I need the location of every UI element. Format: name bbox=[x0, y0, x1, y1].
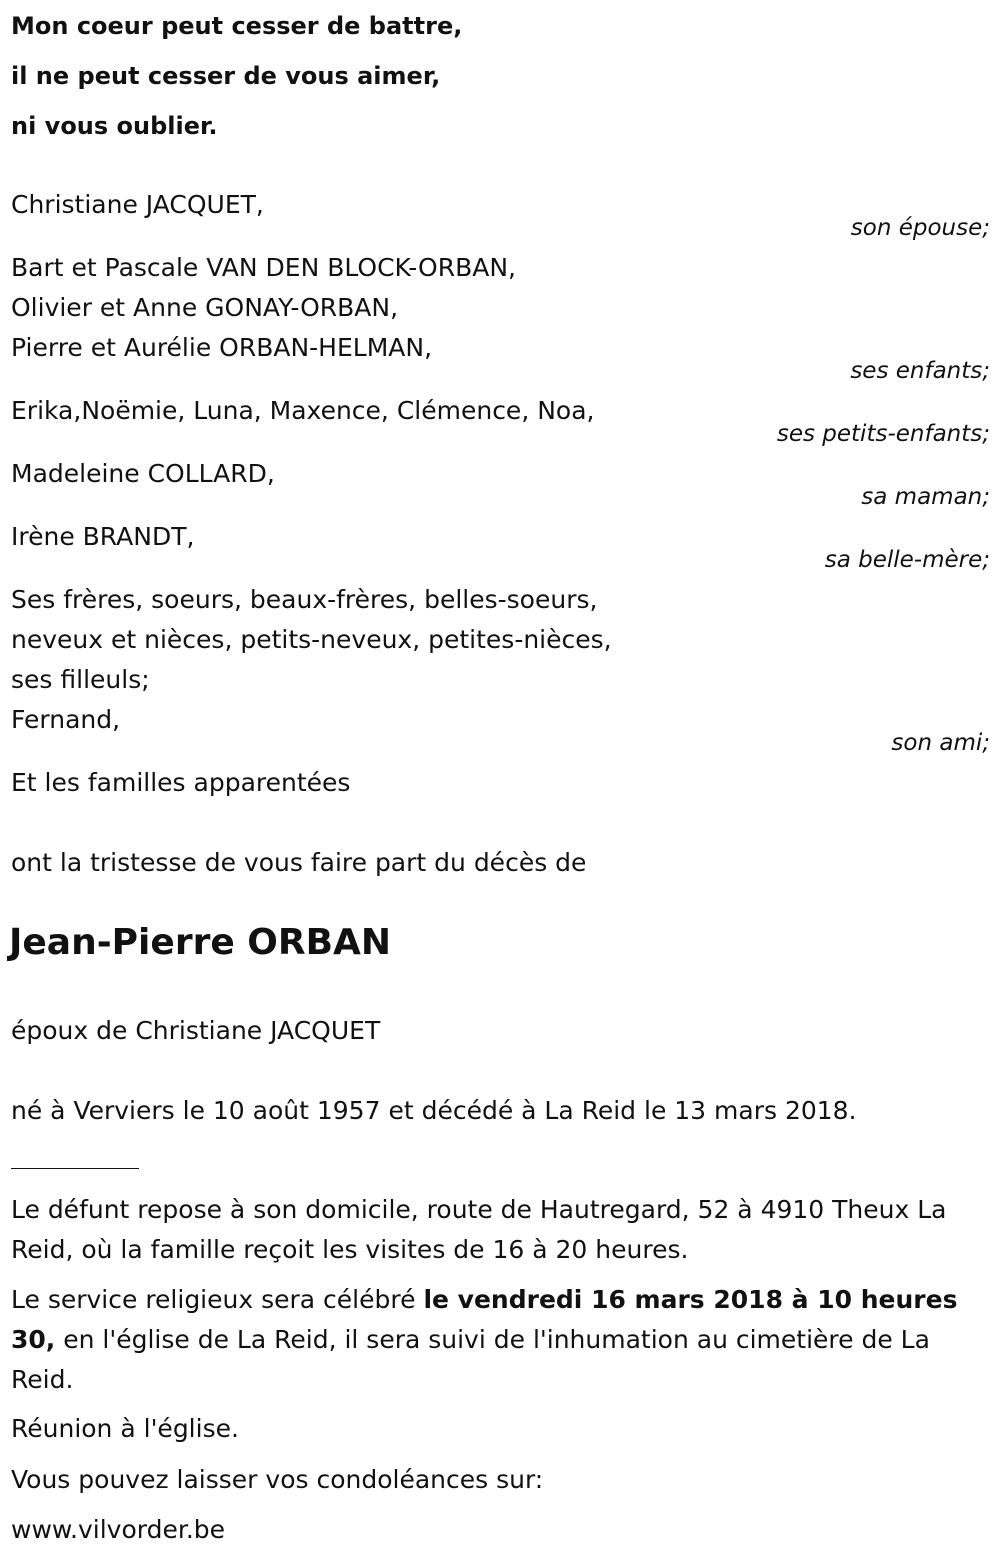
meeting-line: Réunion à l'église. bbox=[11, 1414, 239, 1443]
child-name: Bart et Pascale VAN DEN BLOCK-ORBAN, bbox=[11, 253, 516, 282]
epigraph-line-3: ni vous oublier. bbox=[11, 112, 218, 140]
mother-in-law-name: Irène BRANDT, bbox=[11, 522, 195, 551]
birth-death-line: né à Verviers le 10 août 1957 et décédé à La Reid le 13 mars 2018. bbox=[11, 1096, 857, 1125]
repose-paragraph: Le défunt repose à son domicile, route de Hautregard, 52 à 4910 Theux La Reid, où la famille reçoit les visites de 16 à 20 heures. bbox=[11, 1195, 947, 1264]
mother-role: sa maman; bbox=[861, 484, 990, 510]
relatives-line: ses filleuls; bbox=[11, 665, 150, 694]
children-role: ses enfants; bbox=[850, 358, 990, 384]
epigraph-line-1: Mon coeur peut cesser de battre, bbox=[11, 12, 463, 40]
condolences-label: Vous pouvez laisser vos condoléances sur: bbox=[11, 1465, 544, 1494]
service-paragraph bbox=[11, 1280, 976, 1400]
friend-role: son ami; bbox=[891, 730, 990, 756]
relatives-line: Ses frères, soeurs, beaux-frères, belles-soeurs, bbox=[11, 585, 598, 614]
service-prefix: Le service religieux sera célébré bbox=[11, 1285, 424, 1314]
announcement: ont la tristesse de vous faire part du décès de bbox=[11, 848, 587, 877]
friend-name: Fernand, bbox=[11, 705, 121, 734]
deceased-name: Jean-Pierre ORBAN bbox=[9, 922, 392, 963]
epigraph-line-2: il ne peut cesser de vous aimer, bbox=[11, 62, 441, 90]
child-name: Pierre et Aurélie ORBAN-HELMAN, bbox=[11, 333, 433, 362]
relatives-line: neveux et nièces, petits-neveux, petites-nièces, bbox=[11, 625, 612, 654]
families-line: Et les familles apparentées bbox=[11, 768, 351, 797]
grandchildren-names: Erika,Noëmie, Luna, Maxence, Clémence, Noa, bbox=[11, 396, 595, 425]
website-link[interactable]: www.vilvorder.be bbox=[11, 1515, 226, 1544]
mother-in-law-role: sa belle-mère; bbox=[824, 547, 990, 573]
child-name: Olivier et Anne GONAY-ORBAN, bbox=[11, 293, 399, 322]
grandchildren-role: ses petits-enfants; bbox=[776, 421, 990, 447]
service-date: le vendredi 16 mars 2018 à 10 heures 30, bbox=[11, 1285, 958, 1354]
spouse-role: son épouse; bbox=[850, 215, 990, 241]
spouse-name: Christiane JACQUET, bbox=[11, 190, 264, 219]
spouse-of-line: époux de Christiane JACQUET bbox=[11, 1016, 381, 1045]
separator-line bbox=[11, 1168, 139, 1169]
service-suffix: en l'église de La Reid, il sera suivi de l'inhumation au cimetière de La Reid. bbox=[11, 1325, 930, 1394]
mother-name: Madeleine COLLARD, bbox=[11, 459, 275, 488]
